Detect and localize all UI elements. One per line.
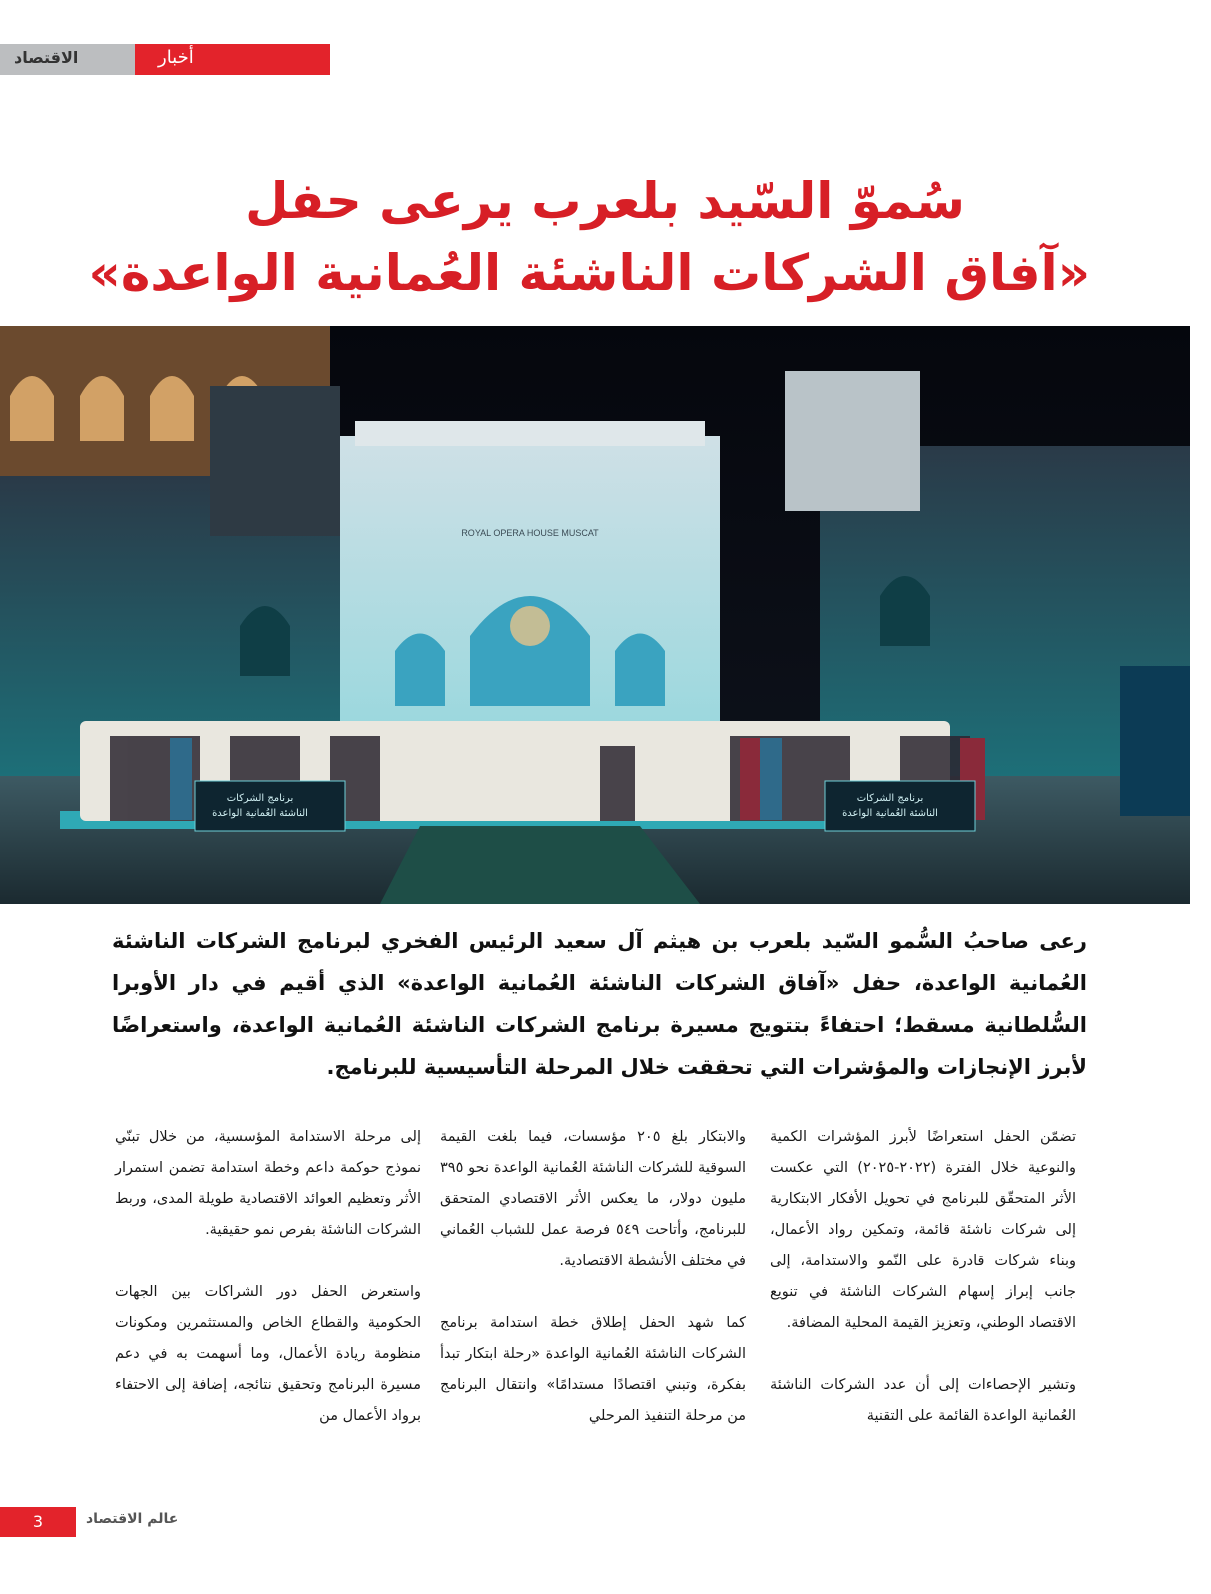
stand-label-left-line1: برنامج الشركات <box>226 793 294 804</box>
column-2-paragraph-1: والابتكار بلغ ٢٠٥ مؤسسات، فيما بلغت القيمة السوقية للشركات الناشئة العُمانية الواعدة نحو ٣٩٥ مليون دولار، ما يعكس الأثر الاقتصادي المتحقق للبرنامج، وأتاحت ٥٤٩ فرصة عمل للشباب العُماني في مختلف الأنشطة الاقتصادية. <box>440 1129 746 1269</box>
stand-label-right-line1: برنامج الشركات <box>856 793 924 804</box>
stand-label-right-line2: الناشئة العُمانية الواعدة <box>842 808 938 819</box>
column-2-paragraph-2: كما شهد الحفل إطلاق خطة استدامة برنامج الشركات الناشئة العُمانية الواعدة «رحلة ابتكار تبدأ بفكرة، وتبني اقتصادًا مستدامًا» وانتقال البرنامج من مرحلة التنفيذ المرحلي <box>440 1315 746 1424</box>
stand-label-left-line2: الناشئة العُمانية الواعدة <box>212 808 308 819</box>
section-header <box>0 44 330 75</box>
event-photo <box>0 326 1190 904</box>
article-headline <box>88 165 1090 309</box>
body-column-3 <box>115 1122 421 1463</box>
column-1-paragraph-1: تضمّن الحفل استعراضًا لأبرز المؤشرات الكمية والنوعية خلال الفترة (٢٠٢٢-٢٠٢٥) التي عكست الأثر المتحقّق للبرنامج في تحويل الأفكار الابتكارية إلى شركات ناشئة قائمة، وتمكين رواد الأعمال، وبناء شركات قادرة على النّمو والاستدامة، إلى جانب إبراز إسهام الشركات الناشئة في تنويع الاقتصاد الوطني، وتعزيز القيمة المحلية المضافة. <box>770 1129 1076 1331</box>
magazine-logo: الاقتصاد <box>14 48 79 67</box>
building-sign: ROYAL OPERA HOUSE MUSCAT <box>461 528 599 538</box>
column-3-paragraph-1: إلى مرحلة الاستدامة المؤسسية، من خلال تبنّي نموذج حوكمة داعم وخطة استدامة تضمن استمرار الأثر وتعظيم العوائد الاقتصادية طويلة المدى، وربط الشركات الناشئة بفرص نمو حقيقية. <box>115 1129 421 1238</box>
section-label: أخبار <box>158 47 194 68</box>
body-column-1 <box>770 1122 1076 1463</box>
headline-line-2: «آفاق الشركات الناشئة العُمانية الواعدة» <box>88 244 1090 302</box>
body-column-2 <box>440 1122 746 1463</box>
headline-line-1: سُموّ السّيد بلعرب يرعى حفل <box>245 172 965 230</box>
page-number: 3 <box>0 1507 76 1537</box>
lead-paragraph: رعى صاحبُ السُّمو السّيد بلعرب بن هيثم آل سعيد الرئيس الفخري لبرنامج الشركات الناشئة العُمانية الواعدة، حفل «آفاق الشركات الناشئة العُمانية الواعدة» الذي أقيم في دار الأوبرا السُّلطانية مسقط؛ احتفاءً بتتويج مسيرة برنامج الشركات الناشئة العُمانية الواعدة، واستعراضًا لأبرز الإنجازات والمؤشرات التي تحققت خلال المرحلة التأسيسية للبرنامج. <box>112 929 1087 1079</box>
column-3-paragraph-2: واستعرض الحفل دور الشراكات بين الجهات الحكومية والقطاع الخاص والمستثمرين ومكونات منظومة ريادة الأعمال، وما أسهمت به في دعم مسيرة البرنامج وتحقيق نتائجه، إضافة إلى الاحتفاء برواد الأعمال من <box>115 1284 421 1424</box>
column-1-paragraph-2: وتشير الإحصاءات إلى أن عدد الشركات الناشئة العُمانية الواعدة القائمة على التقنية <box>770 1377 1076 1424</box>
footer-magazine-name: عالم الاقتصاد <box>86 1511 179 1527</box>
